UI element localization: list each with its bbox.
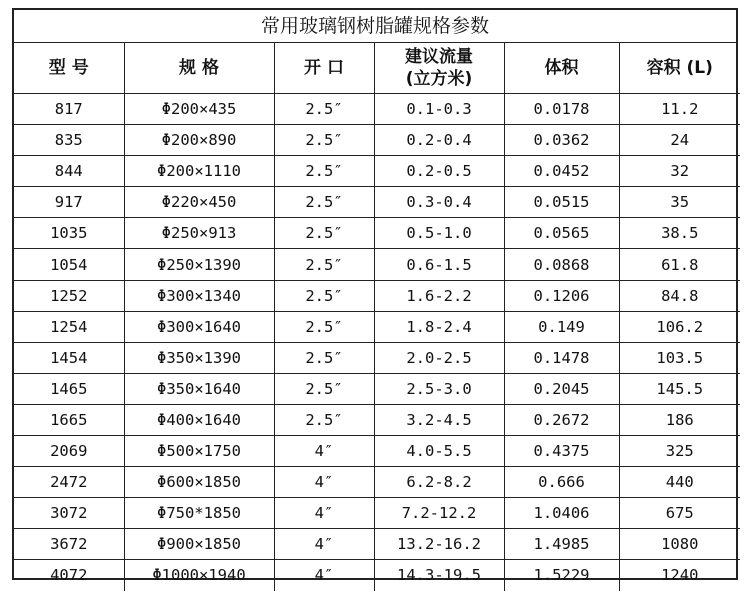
cell-spec: Φ350×1640 <box>124 373 274 404</box>
cell-capacity: 675 <box>619 498 740 529</box>
cell-opening: 2.5″ <box>274 249 374 280</box>
cell-volume: 0.0362 <box>504 125 619 156</box>
cell-capacity: 106.2 <box>619 311 740 342</box>
cell-capacity: 61.8 <box>619 249 740 280</box>
table-row <box>14 187 740 218</box>
cell-model: 1035 <box>14 218 124 249</box>
cell-volume: 0.0452 <box>504 156 619 187</box>
table-row <box>14 342 740 373</box>
cell-spec: Φ200×890 <box>124 125 274 156</box>
cell-flow: 0.2-0.4 <box>374 125 504 156</box>
table-row <box>14 311 740 342</box>
cell-capacity: 103.5 <box>619 342 740 373</box>
table-row <box>14 560 740 591</box>
cell-capacity: 1240 <box>619 560 740 591</box>
header-flow-line2: (立方米) <box>405 69 473 89</box>
cell-model: 1454 <box>14 342 124 373</box>
cell-spec: Φ200×435 <box>124 94 274 125</box>
cell-flow: 6.2-8.2 <box>374 467 504 498</box>
cell-opening: 4″ <box>274 498 374 529</box>
cell-capacity: 145.5 <box>619 373 740 404</box>
cell-opening: 2.5″ <box>274 404 374 435</box>
table-row <box>14 125 740 156</box>
cell-volume: 1.5229 <box>504 560 619 591</box>
cell-opening: 4″ <box>274 436 374 467</box>
cell-flow: 0.1-0.3 <box>374 94 504 125</box>
cell-model: 1465 <box>14 373 124 404</box>
cell-flow: 0.3-0.4 <box>374 187 504 218</box>
cell-volume: 0.4375 <box>504 436 619 467</box>
cell-model: 817 <box>14 94 124 125</box>
header-flow <box>374 43 504 94</box>
cell-capacity: 186 <box>619 404 740 435</box>
header-opening: 开 口 <box>274 43 374 94</box>
cell-opening: 2.5″ <box>274 125 374 156</box>
cell-capacity: 1080 <box>619 529 740 560</box>
cell-model: 1252 <box>14 280 124 311</box>
cell-spec: Φ400×1640 <box>124 404 274 435</box>
table-row <box>14 498 740 529</box>
cell-model: 917 <box>14 187 124 218</box>
cell-flow: 4.0-5.5 <box>374 436 504 467</box>
cell-volume: 0.2045 <box>504 373 619 404</box>
cell-opening: 2.5″ <box>274 342 374 373</box>
cell-capacity: 32 <box>619 156 740 187</box>
cell-volume: 0.666 <box>504 467 619 498</box>
cell-model: 1665 <box>14 404 124 435</box>
cell-capacity: 325 <box>619 436 740 467</box>
cell-model: 3672 <box>14 529 124 560</box>
cell-volume: 0.2672 <box>504 404 619 435</box>
cell-spec: Φ200×1110 <box>124 156 274 187</box>
spec-table <box>14 43 740 591</box>
cell-flow: 2.0-2.5 <box>374 342 504 373</box>
cell-spec: Φ250×913 <box>124 218 274 249</box>
cell-flow: 0.5-1.0 <box>374 218 504 249</box>
cell-model: 2069 <box>14 436 124 467</box>
header-volume: 体积 <box>504 43 619 94</box>
cell-volume: 1.4985 <box>504 529 619 560</box>
cell-flow: 2.5-3.0 <box>374 373 504 404</box>
table-row <box>14 249 740 280</box>
cell-opening: 4″ <box>274 467 374 498</box>
cell-opening: 2.5″ <box>274 156 374 187</box>
cell-model: 1054 <box>14 249 124 280</box>
cell-capacity: 38.5 <box>619 218 740 249</box>
cell-volume: 0.1478 <box>504 342 619 373</box>
cell-model: 4072 <box>14 560 124 591</box>
header-flow-line1: 建议流量 <box>405 47 473 67</box>
table-row <box>14 280 740 311</box>
cell-opening: 2.5″ <box>274 187 374 218</box>
table-row <box>14 373 740 404</box>
header-spec: 规 格 <box>124 43 274 94</box>
table-title: 常用玻璃钢树脂罐规格参数 <box>14 10 736 43</box>
table-row <box>14 218 740 249</box>
cell-opening: 4″ <box>274 560 374 591</box>
header-row <box>14 43 740 94</box>
header-model: 型 号 <box>14 43 124 94</box>
cell-flow: 7.2-12.2 <box>374 498 504 529</box>
cell-volume: 0.0515 <box>504 187 619 218</box>
cell-opening: 2.5″ <box>274 94 374 125</box>
header-capacity: 容积 (L) <box>619 43 740 94</box>
cell-opening: 2.5″ <box>274 311 374 342</box>
cell-volume: 0.149 <box>504 311 619 342</box>
cell-flow: 0.6-1.5 <box>374 249 504 280</box>
cell-spec: Φ900×1850 <box>124 529 274 560</box>
cell-spec: Φ1000×1940 <box>124 560 274 591</box>
cell-spec: Φ300×1340 <box>124 280 274 311</box>
table-row <box>14 436 740 467</box>
cell-flow: 1.8-2.4 <box>374 311 504 342</box>
cell-opening: 2.5″ <box>274 373 374 404</box>
cell-flow: 0.2-0.5 <box>374 156 504 187</box>
cell-model: 1254 <box>14 311 124 342</box>
cell-spec: Φ300×1640 <box>124 311 274 342</box>
cell-spec: Φ750*1850 <box>124 498 274 529</box>
cell-capacity: 24 <box>619 125 740 156</box>
table-row <box>14 156 740 187</box>
cell-volume: 1.0406 <box>504 498 619 529</box>
cell-model: 3072 <box>14 498 124 529</box>
cell-flow: 1.6-2.2 <box>374 280 504 311</box>
cell-flow: 3.2-4.5 <box>374 404 504 435</box>
cell-opening: 2.5″ <box>274 218 374 249</box>
cell-capacity: 440 <box>619 467 740 498</box>
cell-flow: 13.2-16.2 <box>374 529 504 560</box>
cell-capacity: 35 <box>619 187 740 218</box>
table-row <box>14 94 740 125</box>
cell-spec: Φ600×1850 <box>124 467 274 498</box>
table-row <box>14 404 740 435</box>
cell-volume: 0.1206 <box>504 280 619 311</box>
cell-model: 844 <box>14 156 124 187</box>
cell-opening: 2.5″ <box>274 280 374 311</box>
cell-model: 2472 <box>14 467 124 498</box>
cell-spec: Φ220×450 <box>124 187 274 218</box>
cell-opening: 4″ <box>274 529 374 560</box>
cell-spec: Φ250×1390 <box>124 249 274 280</box>
table-row <box>14 529 740 560</box>
cell-volume: 0.0565 <box>504 218 619 249</box>
cell-volume: 0.0178 <box>504 94 619 125</box>
table-row <box>14 467 740 498</box>
cell-model: 835 <box>14 125 124 156</box>
cell-capacity: 11.2 <box>619 94 740 125</box>
cell-capacity: 84.8 <box>619 280 740 311</box>
cell-flow: 14.3-19.5 <box>374 560 504 591</box>
cell-volume: 0.0868 <box>504 249 619 280</box>
cell-spec: Φ350×1390 <box>124 342 274 373</box>
spec-table-frame <box>12 8 738 585</box>
cell-spec: Φ500×1750 <box>124 436 274 467</box>
